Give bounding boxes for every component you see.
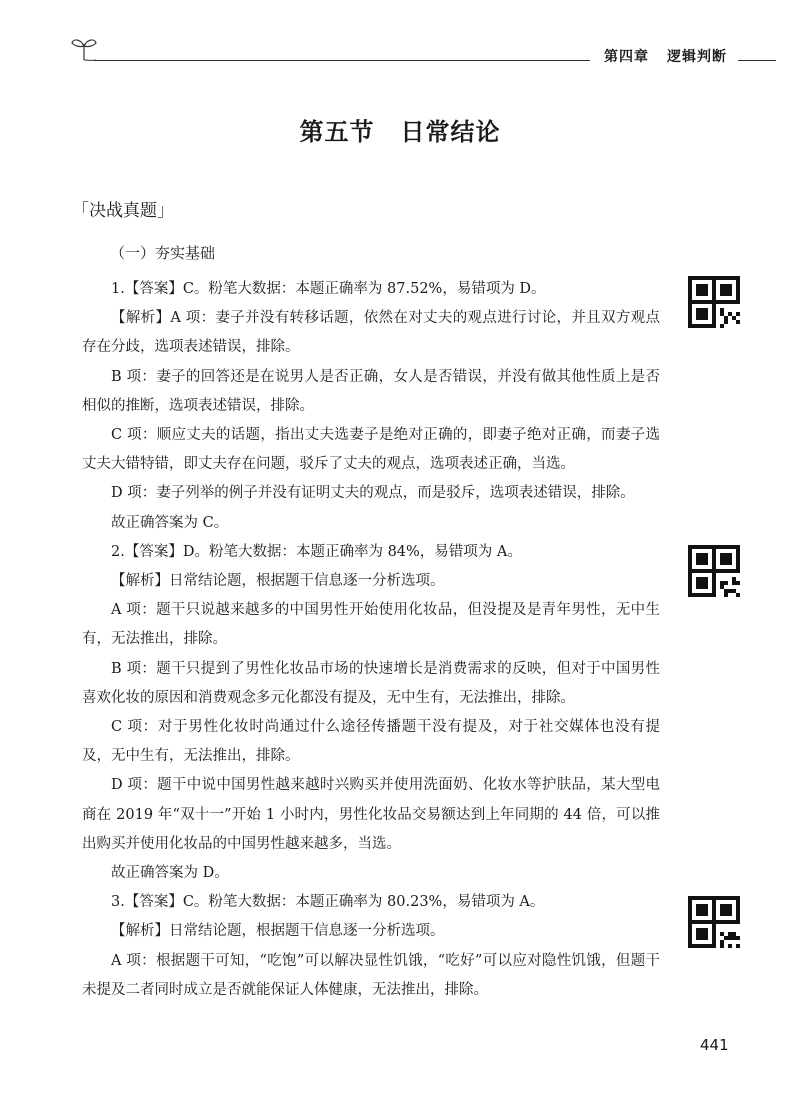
paragraph: 【解析】A 项：妻子并没有转移话题，依然在对丈夫的观点进行讨论，并且双方观点存在分歧，选项表述错误，排除。 (82, 310, 660, 356)
running-header (604, 46, 727, 66)
paragraph: 1.【答案】C。粉笔大数据：本题正确率为 87.52%，易错项为 D。 (111, 281, 546, 297)
page-title (0, 112, 800, 147)
section-number: 第五节 (299, 118, 375, 146)
header-rule (94, 60, 590, 61)
section-heading: 「决战真题」 (72, 201, 174, 221)
subsection-heading: （一）夯实基础 (110, 244, 216, 262)
paragraph: 故正确答案为 C。 (111, 514, 229, 531)
paragraph: C 项：对于男性化妆时尚通过什么途径传播题干没有提及，对于社交媒体也没有提及，无中生有，无法推出，排除。 (82, 719, 660, 765)
sprout-icon (70, 34, 98, 62)
paragraph: D 项：题干中说中国男性越来越时兴购买并使用洗面奶、化妆水等护肤品，某大型电商在 2019 年“双十一”开始 1 小时内，男性化妆品交易额达到上年同期的 44 倍，可以推出购买并使用化妆品的中国男性越来越多，当选。 (82, 777, 660, 852)
paragraph: A 项：题干只说越来越多的中国男性开始使用化妆品，但没提及是青年男性，无中生有，无法推出，排除。 (82, 602, 660, 648)
paragraph: A 项：根据题干可知，“吃饱”可以解决显性饥饿，“吃好”可以应对隐性饥饿，但题干未提及二者同时成立是否就能保证人体健康，无法推出，排除。 (82, 952, 660, 998)
paragraph: 2.【答案】D。粉笔大数据：本题正确率为 84%，易错项为 A。 (111, 543, 522, 560)
subject-label: 逻辑判断 (667, 49, 727, 65)
qr-code-icon[interactable] (688, 896, 740, 948)
page-number: 441 (700, 1036, 729, 1054)
paragraph: 【解析】日常结论题，根据题干信息逐一分析选项。 (111, 923, 445, 940)
header-rule-right (738, 60, 776, 61)
paragraph: 3.【答案】C。粉笔大数据：本题正确率为 80.23%，易错项为 A。 (111, 894, 545, 911)
paragraph: B 项：题干只提到了男性化妆品市场的快速增长是消费需求的反映，但对于中国男性喜欢化妆的原因和消费观念多元化都没有提及，无中生有，无法推出，排除。 (82, 660, 660, 706)
answer-body (82, 275, 660, 1005)
paragraph: B 项：妻子的回答还是在说男人是否正确，女人是否错误，并没有做其他性质上是否相似的推断，选项表述错误，排除。 (82, 368, 660, 414)
qr-code-icon[interactable] (688, 276, 740, 328)
paragraph: 【解析】日常结论题，根据题干信息逐一分析选项。 (111, 573, 445, 590)
section-name: 日常结论 (400, 118, 501, 146)
paragraph: D 项：妻子列举的例子并没有证明丈夫的观点，而是驳斥，选项表述错误，排除。 (111, 485, 635, 502)
qr-code-icon[interactable] (688, 545, 740, 597)
chapter-label: 第四章 (604, 49, 649, 65)
paragraph: 故正确答案为 D。 (111, 865, 229, 882)
paragraph: C 项：顺应丈夫的话题，指出丈夫选妻子是绝对正确的，即妻子绝对正确，而妻子选丈夫大错特错，即丈夫存在问题，驳斥了丈夫的观点，选项表述正确，当选。 (82, 427, 660, 473)
